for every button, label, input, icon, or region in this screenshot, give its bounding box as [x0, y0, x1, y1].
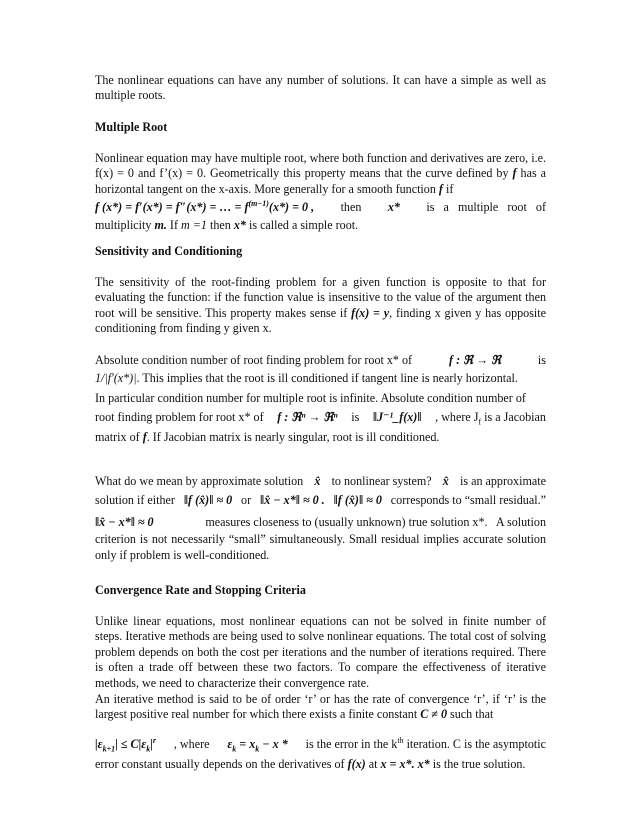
sens-p2-l4d: is a Jacobian: [481, 410, 546, 425]
sens-p2-l5f: f: [142, 429, 147, 444]
mr-eq-main: f (x*) = f′(x*) = f″(x*) = … = f: [95, 200, 249, 215]
intro-paragraph: [95, 73, 546, 104]
conv-eq2b: = x: [236, 737, 256, 751]
sens-p2-l5b: . If Jacobian matrix is nearly singular, root is ill conditioned.: [146, 429, 440, 444]
mr-mult-m: m.: [154, 217, 167, 232]
conv-eq1: |ε: [95, 737, 103, 751]
sens-p3-l1b: to nonlinear system?: [331, 474, 432, 488]
mr-equation-line: [95, 200, 546, 215]
sens-p3-l2b: corresponds to “small residual.”: [390, 493, 546, 508]
conv-p3-line1: [95, 737, 546, 752]
heading-sensitivity: Sensitivity and Conditioning: [95, 244, 243, 258]
conv-eq2-sub: k: [232, 744, 237, 754]
sens-p2-l4f: f : ℜⁿ → ℜⁿ: [277, 410, 338, 425]
convergence-paragraph-3: [95, 737, 546, 773]
sens-p1-b: , finding x given y has opposite conditioning from finding y given x.: [95, 305, 546, 336]
multiple-root-paragraph: [95, 151, 546, 233]
sens-p3-l1x: x̂: [314, 474, 321, 488]
sens-p2-l4j: ‖J⁻¹_f(x)‖: [372, 410, 422, 425]
intro-text: The nonlinear equations can have any number of solutions. It can have a simple as well as multiple roots.: [95, 73, 546, 103]
sensitivity-paragraph-1: [95, 275, 546, 337]
mr-text-c: if: [442, 181, 454, 196]
sens-p2-l5a: matrix of: [95, 429, 143, 444]
convergence-paragraph-1: Unlike linear equations, most nonlinear equations can not be solved in finite number of steps. Iterative methods are being used to solve nonlinear equations. The total cost of solving problem depends on both the cost per iterations and the number of iterations required. There is often a trade off between these two factors. To compare the effectiveness of iterative methods, we need to characterize their convergence rate.: [95, 614, 546, 690]
mr-multiplicity-line: [95, 218, 546, 233]
sens-p2-l4a: root finding problem for root x* of: [95, 410, 264, 425]
mr-text-a: Nonlinear equation may have multiple root, where both function and derivatives are zero, i.e. f(x) = 0 and f’(x) = 0. Geometrically this property means that the curve defined by: [95, 151, 547, 181]
conv-p2-b: such that: [447, 707, 494, 722]
mr-f: f: [512, 166, 517, 181]
conv-p3-l2b: at: [365, 757, 381, 772]
mr-mult-m1: m =1: [181, 217, 207, 232]
mr-eq-sup: (m−1): [248, 199, 269, 209]
sens-p2-l4sub: f: [478, 417, 482, 427]
conv-p3-th: th: [397, 735, 404, 745]
sensitivity-paragraph-2: [95, 353, 546, 445]
mr-f2: f: [438, 181, 443, 196]
sens-p3-line1: [95, 474, 546, 489]
sens-p3-l1c: x̂: [442, 474, 449, 488]
sens-p2-line2: [95, 371, 546, 386]
sens-p2-line5: [95, 430, 546, 445]
conv-p3-c: iteration. C is the asymptotic: [403, 737, 546, 751]
conv-eq2c: − x *: [259, 737, 288, 751]
mr-mult-b: If: [166, 217, 182, 232]
sens-p3-l2e3: ‖f (x̂)‖ ≈ 0: [333, 493, 382, 508]
sens-p3-l2a: solution if either: [95, 493, 175, 508]
conv-p2-a: An iterative method is said to be of order ‘r’ or has the rate of convergence ‘r’, if ‘r’ is the largest positive real number for which there exists a finite constant: [95, 692, 546, 722]
conv-eq1-sub2: k: [146, 744, 151, 754]
conv-p3-a: , where: [173, 737, 210, 751]
conv-eq-order: [95, 737, 156, 752]
sens-p3-l2e2: ‖x̂ − x*‖ ≈ 0 .: [260, 493, 325, 508]
sens-p2-l1a: Absolute condition number of root finding problem for root x* of: [95, 353, 413, 367]
sens-p3-l3e: ‖x̂ − x*‖ ≈ 0: [95, 514, 154, 529]
conv-p3-l2f: f(x): [347, 757, 366, 772]
sens-p3-line3: [95, 515, 546, 530]
heading-convergence: Convergence Rate and Stopping Criteria: [95, 583, 306, 597]
conv-p3-b: is the error in the k: [305, 737, 398, 751]
conv-p2-c: C ≠ 0: [420, 707, 448, 722]
mr-xstar: x*: [387, 200, 400, 215]
conv-eq1c: |: [150, 737, 153, 751]
sens-p1-a: The sensitivity of the root-finding problem for a given function is opposite to that for evaluating the function: if the function value is insensitive to the value of the argument then root will be sensitive. This property makes sense if: [95, 275, 546, 320]
conv-eq1-sup: r: [152, 735, 157, 745]
sens-p1-fx: f(x) = y: [351, 305, 390, 320]
sens-p3-l3b: measures closeness to (usually unknown) true solution x*. A solution: [205, 514, 546, 529]
conv-p3-l2c: is the true solution.: [429, 757, 526, 772]
conv-p3-line2: [95, 757, 546, 772]
conv-p3-l2a: error constant usually depends on the derivatives of: [95, 757, 348, 772]
mr-mult-a: multiplicity: [95, 217, 155, 232]
sens-p2-l1f: f : ℜ → ℜ: [449, 353, 501, 367]
sens-p2-line4: [95, 410, 546, 425]
sens-p2-line1: [95, 353, 546, 368]
sens-p3-line2: [95, 493, 546, 508]
mr-equation: [95, 200, 314, 215]
convergence-paragraph-2: [95, 692, 546, 723]
conv-eq-error: [227, 737, 287, 752]
mr-is-multiple: is a multiple root of: [426, 200, 546, 215]
conv-eq1-sub: k+1: [102, 744, 116, 754]
heading-multiple-root: Multiple Root: [95, 120, 168, 134]
mr-eq-tail: (x*) = 0 ,: [268, 200, 315, 215]
sens-p2-l1b: is: [537, 353, 546, 367]
mr-mult-c: then: [206, 217, 234, 232]
conv-p3-l2x: x = x*. x*: [380, 757, 430, 772]
conv-eq2: ε: [227, 737, 233, 751]
sens-p2-l2b: . This implies that the root is ill conditioned if tangent line is nearly horizontal.: [136, 371, 518, 386]
sens-p2-l2a: 1/|f′(x*)|: [95, 371, 137, 386]
sens-p2-line3: In particular condition number for multiple root is infinite. Absolute condition number of: [95, 390, 526, 405]
mr-mult-d: is called a simple root.: [245, 217, 359, 232]
sens-p3-line4: criterion is not necessarily “small” simultaneously. Small residual implies accurate solution only if problem is well-conditioned.: [95, 532, 546, 562]
conv-eq1b: | ≤ C|ε: [115, 737, 147, 751]
conv-eq2-sub2: k: [255, 744, 260, 754]
sens-p3-l2e1: ‖f (x̂)‖ ≈ 0: [183, 493, 233, 508]
mr-mult-x: x*: [233, 217, 246, 232]
mr-text-b: has a horizontal tangent on the x-axis. More generally for a smooth function: [95, 166, 546, 196]
sens-p3-l1d: is an approximate: [459, 474, 546, 488]
sens-p3-l1a: What do we mean by approximate solution: [95, 474, 304, 488]
sens-p3-l2or: or: [241, 493, 252, 508]
sens-p2-l4b: is: [351, 410, 360, 425]
sensitivity-paragraph-3: [95, 474, 546, 563]
sens-p2-l4c: , where J: [435, 410, 479, 425]
mr-then: then: [340, 200, 362, 215]
